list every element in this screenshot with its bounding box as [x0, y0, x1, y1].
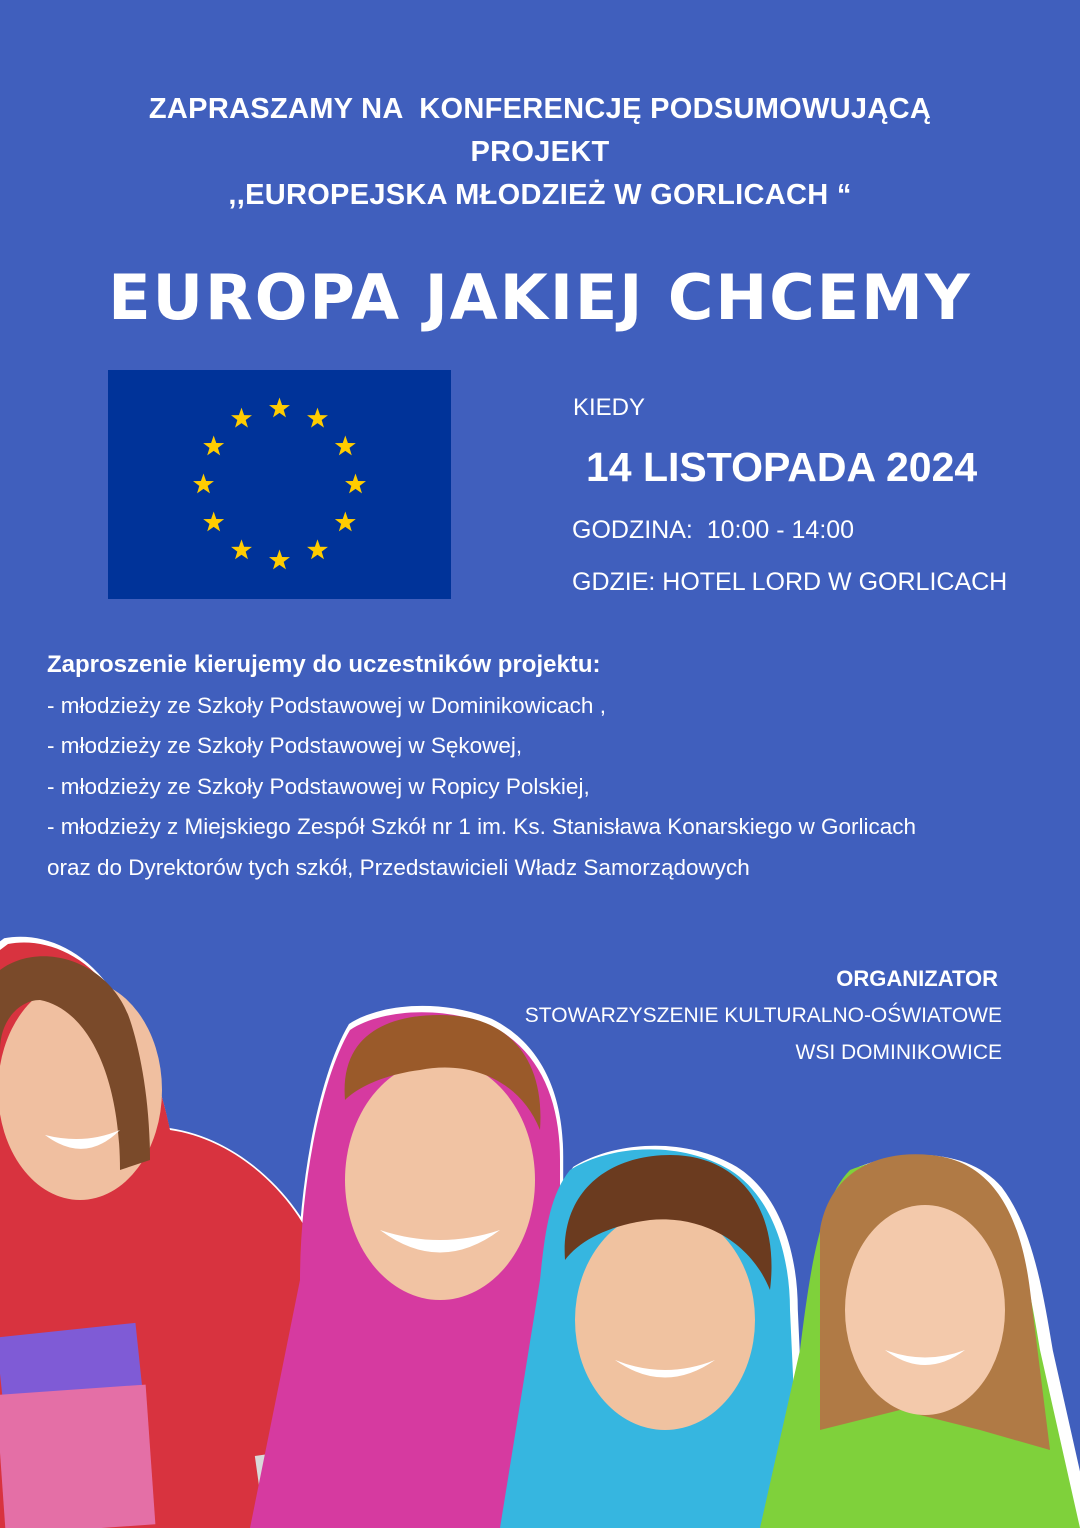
invitation-line: - młodzieży ze Szkoły Podstawowej w Ropicy Polskiej, [47, 773, 590, 799]
invitation-section [47, 645, 1057, 888]
star-icon [193, 474, 214, 494]
organizer-label: ORGANIZATOR [836, 966, 998, 991]
when-label: KIEDY [573, 394, 646, 421]
star-icon [269, 398, 290, 418]
event-date: 14 LISTOPADA 2024 [586, 444, 978, 490]
event-time: GODZINA: 10:00 - 14:00 [572, 516, 855, 544]
intro-line-3: ,,EUROPEJSKA MŁODZIEŻ W GORLICACH “ [228, 179, 852, 211]
star-icon [231, 408, 252, 428]
intro-line-1: ZAPRASZAMY NA KONFERENCJĘ PODSUMOWUJĄCĄ [148, 93, 932, 125]
event-place: GDZIE: HOTEL LORD W GORLICACH [572, 568, 1008, 596]
star-icon [335, 512, 356, 532]
eu-flag-stars [108, 370, 451, 599]
invitation-line: - młodzieży ze Szkoły Podstawowej w Sękowej, [47, 733, 523, 758]
intro-text [0, 88, 1080, 217]
invitation-heading: Zaproszenie kierujemy do uczestników projektu: [47, 651, 601, 678]
organizer-name-line-2: WSI DOMINIKOWICE [795, 1041, 1002, 1064]
star-icon [307, 539, 328, 559]
invitation-line: - młodzieży ze Szkoły Podstawowej w Dominikowicach , [47, 692, 606, 718]
star-icon [307, 408, 328, 428]
organizer-name-line-1: STOWARZYSZENIE KULTURALNO-OŚWIATOWE [524, 1004, 1002, 1027]
students-photo [0, 930, 1080, 1528]
star-icon [345, 474, 366, 494]
headline: EUROPA JAKIEJ CHCEMY [108, 261, 972, 334]
star-icon [335, 436, 356, 456]
eu-flag-icon [108, 370, 451, 599]
intro-line-2: PROJEKT [470, 136, 610, 168]
invitation-line: oraz do Dyrektorów tych szkół, Przedstawicieli Władz Samorządowych [47, 854, 750, 880]
invitation-line: - młodzieży z Miejskiego Zespół Szkół nr 1 im. Ks. Stanisława Konarskiego w Gorlicach [47, 814, 917, 839]
star-icon [269, 550, 290, 570]
star-icon [203, 436, 224, 456]
star-icon [203, 512, 224, 532]
star-icon [231, 539, 252, 559]
